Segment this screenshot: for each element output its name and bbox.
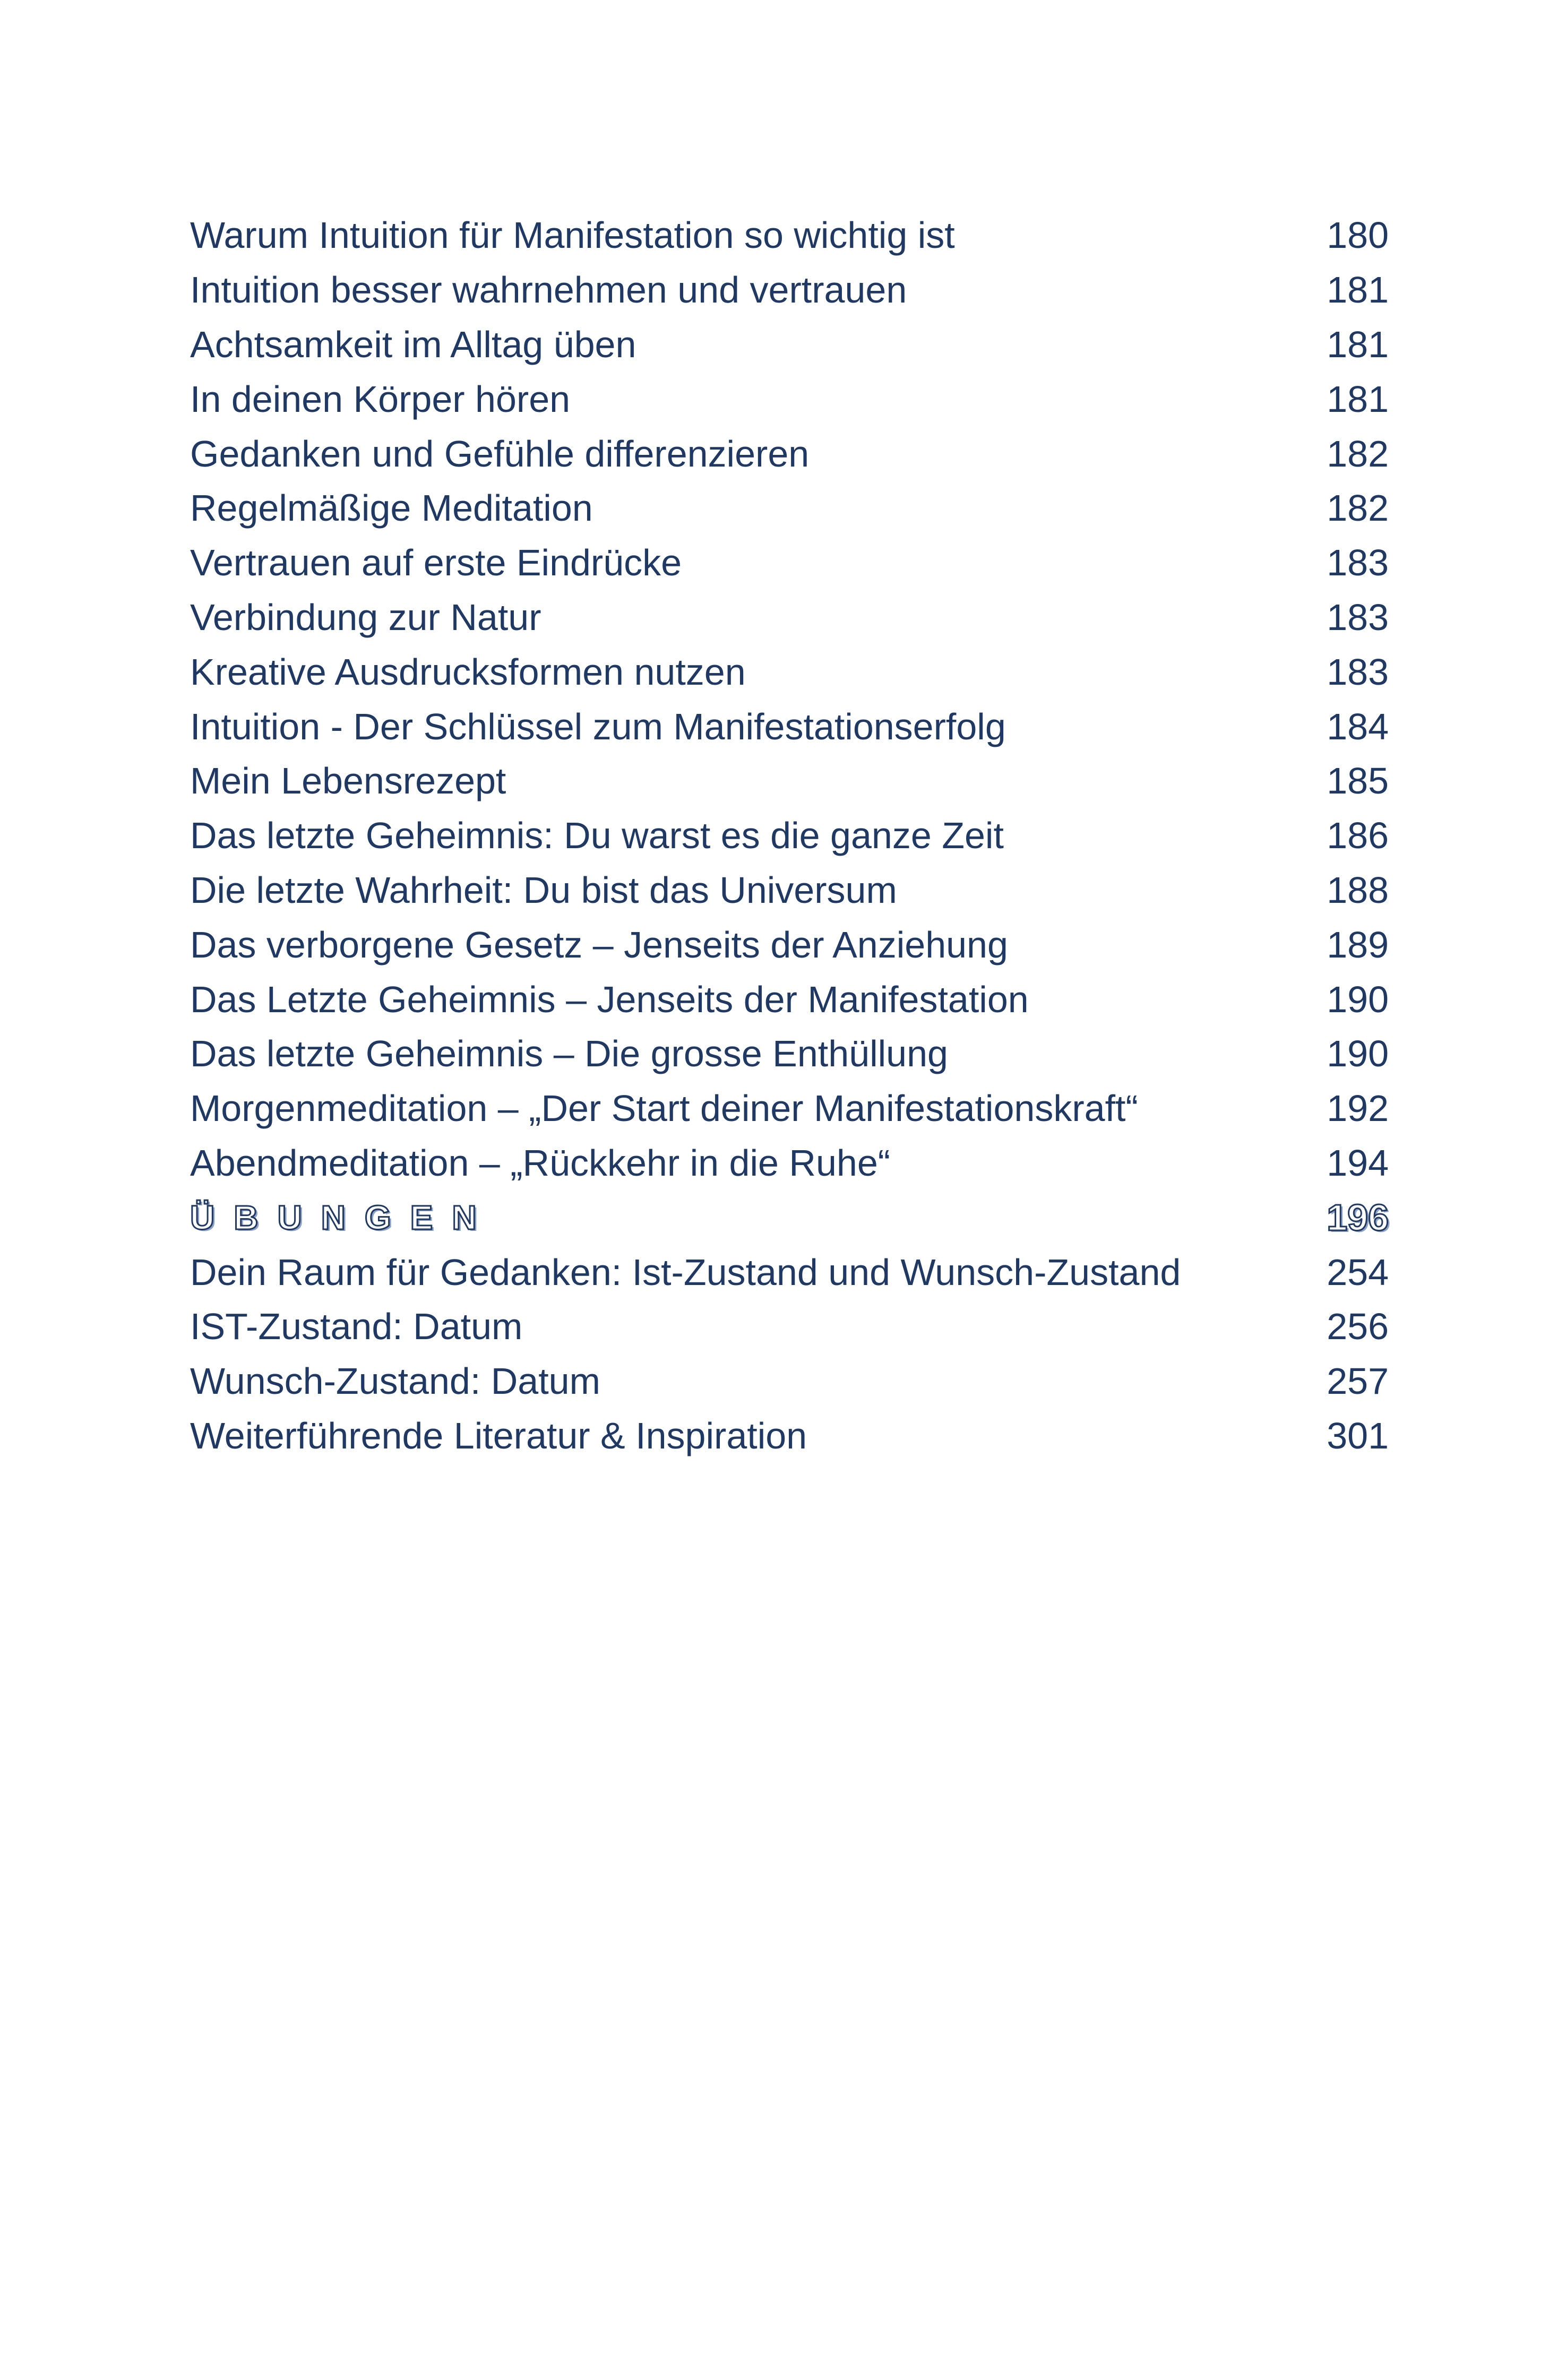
toc-entry-title: Intuition - Der Schlüssel zum Manifestationserfolg [190,705,1006,747]
toc-entry-title: Warum Intuition für Manifestation so wichtig ist [190,214,955,256]
toc-entry-title: Vertrauen auf erste Eindrücke [190,542,682,584]
toc-entry[interactable] [190,1081,1390,1136]
toc-entry[interactable] [190,1027,1390,1081]
toc-entry[interactable] [190,1354,1390,1409]
toc-entry-page: 194 [1327,1142,1389,1184]
toc-entry[interactable] [190,1409,1390,1463]
toc-entry[interactable] [190,263,1390,317]
toc-entry[interactable] [190,1245,1390,1299]
toc-entry[interactable] [190,917,1390,972]
toc-entry-page: 254 [1327,1251,1389,1293]
toc-entry-page: 181 [1327,378,1389,420]
table-of-contents [190,208,1390,1463]
toc-entry-page: 189 [1327,924,1389,965]
toc-entry-page: 190 [1327,1033,1389,1075]
toc-entry-page: 190 [1327,978,1389,1020]
toc-entry[interactable] [190,972,1390,1027]
toc-entry-page: 180 [1327,214,1389,256]
toc-entry-title: Gedanken und Gefühle differenzieren [190,433,810,475]
toc-entry-page: 182 [1327,487,1389,529]
toc-entry[interactable] [190,808,1390,863]
toc-entry-title: Das letzte Geheimnis – Die grosse Enthüllung [190,1033,948,1075]
toc-entry-title: Regelmäßige Meditation [190,487,593,529]
toc-entry-title: Kreative Ausdrucksformen nutzen [190,651,746,693]
toc-entry-title: Achtsamkeit im Alltag üben [190,323,636,365]
toc-entry-title: Das letzte Geheimnis: Du warst es die ganze Zeit [190,815,1004,857]
toc-entry[interactable] [190,317,1390,372]
toc-entry-page: 183 [1327,596,1389,638]
toc-entry-title: Dein Raum für Gedanken: Ist-Zustand und Wunsch-Zustand [190,1251,1181,1293]
toc-entry[interactable] [190,372,1390,426]
toc-entry-page: 182 [1327,433,1389,475]
toc-entry-page: 181 [1327,269,1389,311]
toc-entry[interactable] [190,1299,1390,1354]
toc-entry-page: 184 [1327,705,1389,747]
toc-entry-page: 301 [1327,1415,1389,1456]
toc-entry-title: Mein Lebensrezept [190,760,506,802]
toc-entry[interactable] [190,1136,1390,1191]
toc-entry[interactable] [190,208,1390,263]
toc-entry-page: 185 [1327,760,1389,802]
toc-entry[interactable] [190,426,1390,481]
toc-entry[interactable] [190,481,1390,536]
toc-entry[interactable] [190,644,1390,699]
toc-entry-title: Weiterführende Literatur & Inspiration [190,1415,807,1456]
toc-entry-page: 188 [1327,869,1389,911]
toc-entry[interactable] [190,754,1390,808]
toc-entry-title: Die letzte Wahrheit: Du bist das Universum [190,869,897,911]
toc-entry-page: 183 [1327,651,1389,693]
toc-entry-title: In deinen Körper hören [190,378,571,420]
toc-entry-title: IST-Zustand: Datum [190,1306,523,1348]
toc-entry[interactable] [190,863,1390,918]
toc-entry-page: 257 [1327,1360,1389,1402]
toc-entry-page: 186 [1327,815,1389,857]
toc-entry-page: 183 [1327,542,1389,584]
toc-entry-title: Morgenmeditation – „Der Start deiner Manifestationskraft“ [190,1088,1138,1129]
toc-entry-title: Das verborgene Gesetz – Jenseits der Anziehung [190,924,1008,965]
toc-entry-title: Verbindung zur Natur [190,596,541,638]
toc-entry-page: 196 [1327,1196,1389,1238]
toc-entry-title: Das Letzte Geheimnis – Jenseits der Manifestation [190,978,1029,1020]
toc-entry-page: 256 [1327,1306,1389,1348]
toc-entry-title: Abendmeditation – „Rückkehr in die Ruhe“ [190,1142,891,1184]
toc-entry[interactable] [190,536,1390,590]
toc-entry-title: Wunsch-Zustand: Datum [190,1360,600,1402]
toc-entry-page: 192 [1327,1088,1389,1129]
toc-entry-title: ÜBUNGEN [190,1198,496,1237]
toc-entry-page: 181 [1327,323,1389,365]
toc-entry[interactable] [190,590,1390,645]
toc-entry-title: Intuition besser wahrnehmen und vertrauen [190,269,907,311]
toc-entry-exercises[interactable] [190,1190,1390,1245]
toc-entry[interactable] [190,699,1390,754]
